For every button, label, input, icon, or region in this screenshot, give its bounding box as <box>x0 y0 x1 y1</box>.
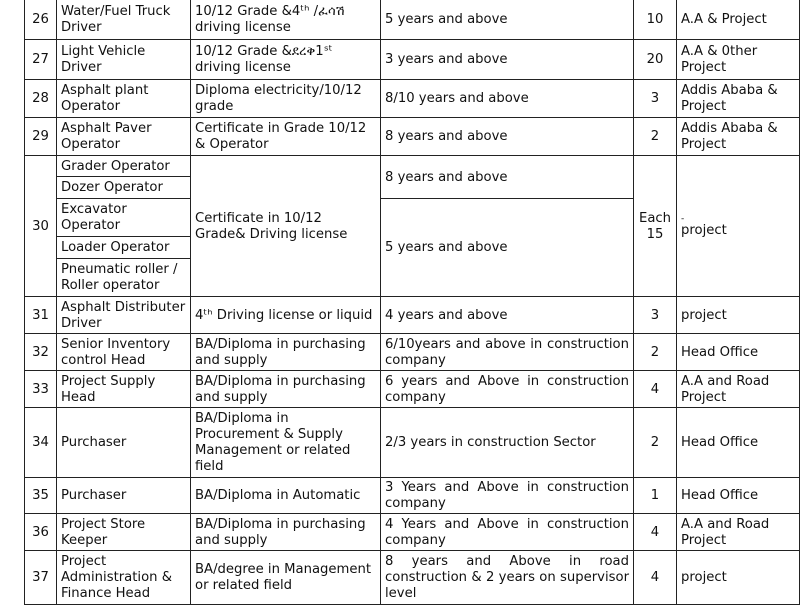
table-row <box>25 371 800 408</box>
location-cell: Head Office <box>677 408 800 478</box>
experience-cell: 4 Years and Above in construction company <box>381 514 634 551</box>
position-cell: Project Administration & Finance Head <box>57 551 191 605</box>
location-value: project <box>681 222 727 238</box>
table-row <box>25 40 800 80</box>
position-cell: Project Supply Head <box>57 371 191 408</box>
row-number: 32 <box>25 334 57 371</box>
table-row <box>25 514 800 551</box>
row-number: 27 <box>25 40 57 80</box>
row-number: 34 <box>25 408 57 478</box>
table-row <box>25 478 800 514</box>
required-count: 2 <box>634 408 677 478</box>
required-count: 2 <box>634 118 677 156</box>
qualification-cell: 10/12 Grade &ደረቅ1ˢᵗ driving license <box>191 40 381 80</box>
qualification-cell: BA/Diploma in Procurement & Supply Management or related field <box>191 408 381 478</box>
required-count: 4 <box>634 514 677 551</box>
qualification-cell: BA/Diploma in purchasing and supply <box>191 514 381 551</box>
required-count: 3 <box>634 297 677 334</box>
experience-cell: 5 years and above <box>381 199 634 297</box>
row-number: 28 <box>25 80 57 118</box>
job-vacancy-table <box>24 0 800 605</box>
row-number: 36 <box>25 514 57 551</box>
position-cell: Asphalt Paver Operator <box>57 118 191 156</box>
required-count: 4 <box>634 371 677 408</box>
position-cell: Pneumatic roller / Roller operator <box>57 259 191 297</box>
row-number: 26 <box>25 0 57 40</box>
experience-cell: 8/10 years and above <box>381 80 634 118</box>
row-number: 33 <box>25 371 57 408</box>
qualification-cell: BA/Diploma in purchasing and supply <box>191 334 381 371</box>
position-cell: Asphalt plant Operator <box>57 80 191 118</box>
position-cell: Purchaser <box>57 478 191 514</box>
qualification-cell: BA/Diploma in purchasing and supply <box>191 371 381 408</box>
location-cell: A.A and Road Project <box>677 371 800 408</box>
experience-cell: 3 Years and Above in construction company <box>381 478 634 514</box>
required-count: 10 <box>634 0 677 40</box>
location-cell: project <box>677 551 800 605</box>
position-cell: Excavator Operator <box>57 199 191 237</box>
location-mark: - <box>681 213 685 224</box>
position-cell: Purchaser <box>57 408 191 478</box>
row-number: 31 <box>25 297 57 334</box>
experience-cell: 3 years and above <box>381 40 634 80</box>
table-row <box>25 408 800 478</box>
table-row <box>25 334 800 371</box>
required-count: 20 <box>634 40 677 80</box>
experience-cell: 5 years and above <box>381 0 634 40</box>
location-cell: A.A and Road Project <box>677 514 800 551</box>
position-cell: Light Vehicle Driver <box>57 40 191 80</box>
position-cell: Dozer Operator <box>57 177 191 199</box>
required-count: 1 <box>634 478 677 514</box>
qualification-cell: Diploma electricity/10/12 grade <box>191 80 381 118</box>
table-row <box>25 118 800 156</box>
location-cell <box>677 156 800 297</box>
qualification-cell: BA/degree in Management or related field <box>191 551 381 605</box>
position-cell: Asphalt Distributer Driver <box>57 297 191 334</box>
required-count: 4 <box>634 551 677 605</box>
table-row <box>25 156 800 177</box>
qualification-cell: 4ᵗʰ Driving license or liquid <box>191 297 381 334</box>
position-cell: Senior Inventory control Head <box>57 334 191 371</box>
count-value: 15 <box>646 226 664 242</box>
experience-cell: 8 years and above <box>381 118 634 156</box>
position-cell: Project Store Keeper <box>57 514 191 551</box>
position-cell: Water/Fuel Truck Driver <box>57 0 191 40</box>
location-cell: Addis Ababa & Project <box>677 118 800 156</box>
qualification-cell: 10/12 Grade &4ᵗʰ /ፈሳሽ driving license <box>191 0 381 40</box>
experience-cell: 8 years and above <box>381 156 634 199</box>
location-cell: A.A & Project <box>677 0 800 40</box>
table-row <box>25 297 800 334</box>
table-row <box>25 0 800 40</box>
row-number: 29 <box>25 118 57 156</box>
row-number: 30 <box>25 156 57 297</box>
location-cell: Head Office <box>677 334 800 371</box>
position-cell: Loader Operator <box>57 237 191 259</box>
location-cell: project <box>677 297 800 334</box>
table-row <box>25 80 800 118</box>
qualification-cell: Certificate in 10/12 Grade& Driving license <box>191 156 381 297</box>
position-cell: Grader Operator <box>57 156 191 177</box>
experience-cell: 2/3 years in construction Sector <box>381 408 634 478</box>
required-count: 2 <box>634 334 677 371</box>
qualification-cell: Certificate in Grade 10/12 & Operator <box>191 118 381 156</box>
table-row <box>25 551 800 605</box>
location-cell: A.A & 0ther Project <box>677 40 800 80</box>
location-cell: Head Office <box>677 478 800 514</box>
experience-cell: 6/10years and above in construction company <box>381 334 634 371</box>
experience-cell: 6 years and Above in construction company <box>381 371 634 408</box>
row-number: 35 <box>25 478 57 514</box>
location-cell: Addis Ababa & Project <box>677 80 800 118</box>
required-count: 3 <box>634 80 677 118</box>
qualification-cell: BA/Diploma in Automatic <box>191 478 381 514</box>
required-count <box>634 156 677 297</box>
experience-cell: 8 years and Above in road construction & 2 years on supervisor level <box>381 551 634 605</box>
count-each-label: Each <box>638 210 672 226</box>
row-number: 37 <box>25 551 57 605</box>
experience-cell: 4 years and above <box>381 297 634 334</box>
